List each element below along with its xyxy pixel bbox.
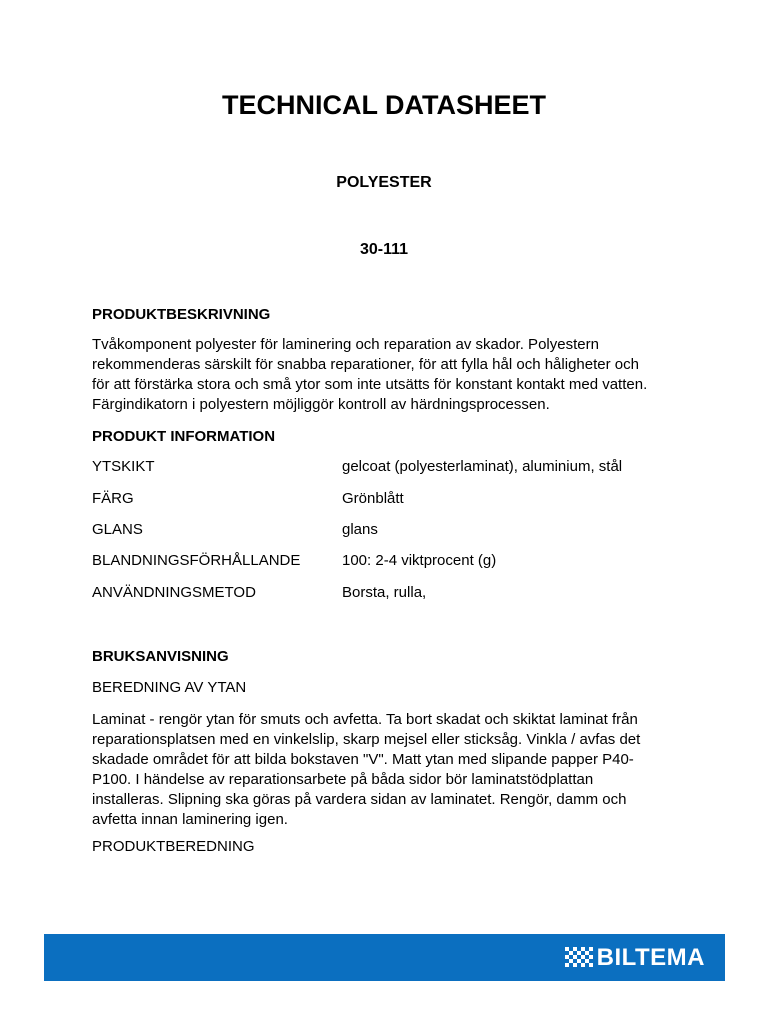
text-line: avfetta innan laminering igen. [92,811,288,828]
info-row [92,521,692,541]
info-value: Grönblått [342,490,404,507]
info-label: FÄRG [92,490,134,507]
info-label: YTSKIKT [92,458,155,475]
subheading-produktberedning: PRODUKTBEREDNING [92,838,255,855]
text-line: Färgindikatorn i polyestern möjliggör kontroll av härdningsprocessen. [92,396,550,413]
text-line: Laminat - rengör ytan för smuts och avfetta. Ta bort skadat och skiktat laminat från [92,711,638,728]
section-heading-bruksanvisning: BRUKSANVISNING [92,648,229,665]
text-line: för att förstärka stora och små ytor som inte utsätts för konstant kontakt med vatten. [92,376,648,393]
text-line: skadade området för att bilda bokstaven "V". Matt ytan med slipande papper P40- [92,751,634,768]
brand-name: BILTEMA [596,944,705,971]
brand-logo [565,945,705,971]
info-row [92,490,692,510]
info-row [92,584,692,604]
info-value: gelcoat (polyesterlaminat), aluminium, stål [342,458,623,475]
checkered-flag-icon [565,947,593,969]
product-name: POLYESTER [336,174,432,191]
info-value: glans [342,521,378,538]
subheading-beredning-av-ytan: BEREDNING AV YTAN [92,679,247,696]
section-heading-produktbeskrivning: PRODUKTBESKRIVNING [92,306,271,323]
info-row [92,552,692,572]
document-title: TECHNICAL DATASHEET [222,90,546,120]
section-heading-produkt-information: PRODUKT INFORMATION [92,428,276,445]
info-value: 100: 2-4 viktprocent (g) [342,552,497,569]
product-code: 30-111 [359,241,409,258]
info-label: ANVÄNDNINGSMETOD [92,584,256,601]
text-line: Tvåkomponent polyester för laminering och reparation av skador. Polyestern [92,336,599,353]
text-line: rekommenderas särskilt för snabba reparationer, för att fylla hål och håligheter och [92,356,639,373]
text-line: reparationsplatsen med en vinkelslip, skarp mejsel eller sticksåg. Vinkla / avfas det [92,731,641,748]
footer-bar [44,934,725,981]
info-row [92,458,692,478]
text-line: installeras. Slipning ska göras på vardera sidan av laminatet. Rengör, damm och [92,791,627,808]
produktbeskrivning-text [92,335,672,415]
info-label: BLANDNINGSFÖRHÅLLANDE [92,552,301,569]
text-line: P100. I händelse av reparationsarbete på båda sidor bör laminatstödplattan [92,771,594,788]
info-value: Borsta, rulla, [342,584,427,601]
bruksanvisning-text [92,710,672,830]
info-label: GLANS [92,521,143,538]
